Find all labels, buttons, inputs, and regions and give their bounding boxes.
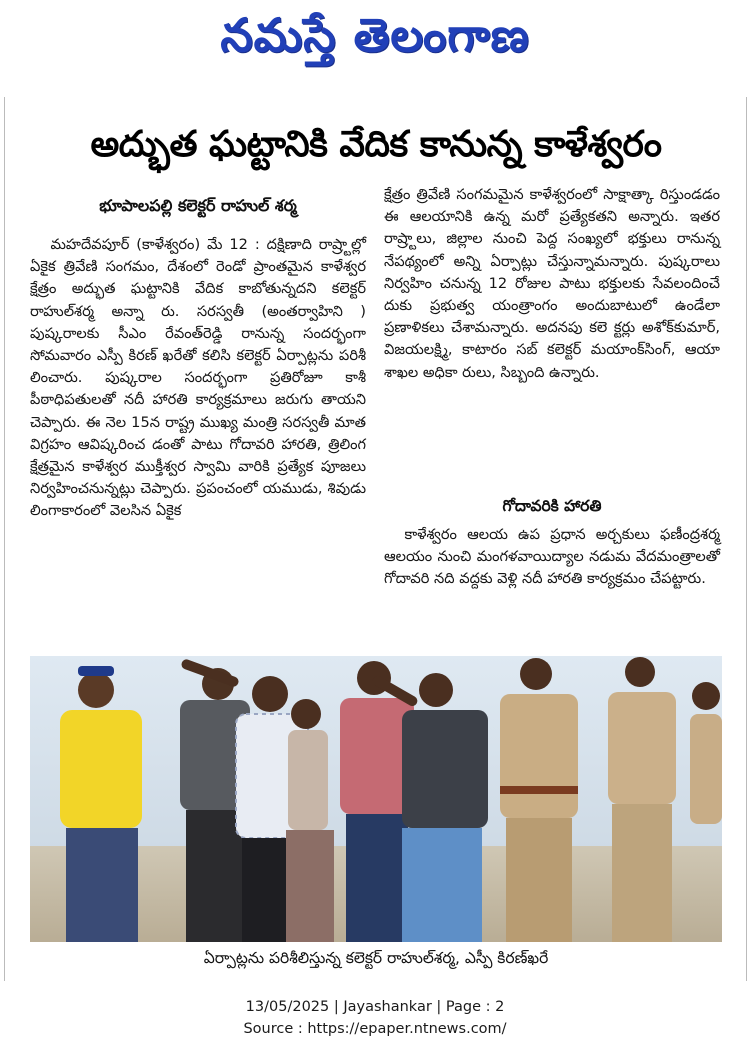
article-subhead: గోదావరికి హారతి xyxy=(502,497,602,515)
masthead-title: నమస్తే తెలంగాణ xyxy=(220,8,530,62)
article-left-column xyxy=(30,234,366,523)
article-byline: భూపాలపల్లి కలెక్టర్ రాహుల్ శర్మ xyxy=(99,196,297,215)
person-police-officer-3 xyxy=(690,682,722,824)
subsection-text: కాళేశ్వరం ఆలయ ఉప ప్రధాన అర్చకులు ఫణీంద్రశర్మ ఆలయం నుంచి మంగళవాయిద్యాల నడుమ వేదమంత్రాలతో గోదావరి నది వద్దకు వెళ్లి నదీ హారతి కార్యక్రమం చేపట్టారు. xyxy=(384,526,720,588)
article-right-column xyxy=(384,184,720,384)
left-column-text: మహదేవపూర్ (కాళేశ్వరం) మే 12 : దక్షిణాది రాష్ర్టాల్లో ఏకైక త్రివేణి సంగమం, దేశంలో రెండో ప్రాంతమైన కాళేశ్వర క్షేత్రం అద్భుత ఘట్టానికి వేదిక కాబోతున్నదని కలెక్టర్ రాహుల్‌శర్మ అన్నా రు. సరస్వతీ (అంతర్వాహిని ) పుష్కరాలకు సీఎం రేవంత్‌రెడ్డి రానున్న సందర్భంగా సోమవారం ఎస్పీ కిరణ్ ఖరేతో కలిసి కలెక్టర్ ఏర్పాట్లను పరిశీ లించారు. పుష్కరాల సందర్భంగా ప్రతిరోజూ కాశీ పీఠాధిపతులతో నదీ హారతి కార్యక్రమాలు జరుగు తాయని చెప్పారు. ఈ నెల 15న రాష్ట్ర ముఖ్య మంత్రి సరస్వతీ మాత విగ్రహం ఆవిష్కరించ డంతో పాటు గోదావరి హారతి, త్రిలింగ క్షేత్రమైన కాళేశ్వర ముక్తీశ్వర స్వామి వారికి ప్రత్యేక పూజలు నిర్వహించనున్నట్లు చెప్పారు. ప్రపంచంలో యముడు, శివుడు లింగాకారంలో వెలసిన ఏకైక xyxy=(30,236,366,520)
news-photo xyxy=(30,656,722,942)
person-woman xyxy=(286,699,334,942)
person-police-officer xyxy=(500,658,578,942)
article-headline: అద్భుత ఘట్టానికి వేదిక కానున్న కాళేశ్వరం xyxy=(90,124,662,165)
footer-edition-info: 13/05/2025 | Jayashankar | Page : 2 xyxy=(245,999,505,1015)
person-police-officer-2 xyxy=(608,657,676,942)
right-column-text: క్షేత్రం త్రివేణి సంగమమైన కాళేశ్వరంలో సాక్షాత్కా రిస్తుండడం ఈ ఆలయానికి ఉన్న మరో ప్రత్యేకతని అన్నారు. ఇతర రాష్ర్టాలు, జిల్లాల నుంచి పెద్ద సంఖ్యలో భక్తులు రానున్న నేపథ్యంలో అన్ని ఏర్పాట్లు చేస్తున్నామన్నారు. పుష్కరాలు నిర్వహిం చనున్న 12 రోజుల పాటు భక్తులకు సేవలందించే దుకు ప్రభుత్వ యంత్రాంగం అందుబాటులో ఉండేలా ప్రణాళికలు చేశామన్నారు. అదనపు కలె క్టర్లు అశోక్‌కుమార్, విజయలక్ష్మి, కాటారం సబ్ కలెక్టర్ మయాంక్‌సింగ్, ఆయా శాఖల అధికా రులు, సిబ్బంది ఉన్నారు. xyxy=(384,186,720,381)
subsection-column xyxy=(384,524,720,591)
footer-source-link[interactable]: Source : https://epaper.ntnews.com/ xyxy=(243,1021,507,1037)
photo-caption: ఏర్పాట్లను పరిశీలిస్తున్న కలెక్టర్ రాహుల్‌శర్మ, ఎస్పీ కిరణ్‌ఖరే xyxy=(203,949,549,967)
page-footer xyxy=(0,996,750,1040)
